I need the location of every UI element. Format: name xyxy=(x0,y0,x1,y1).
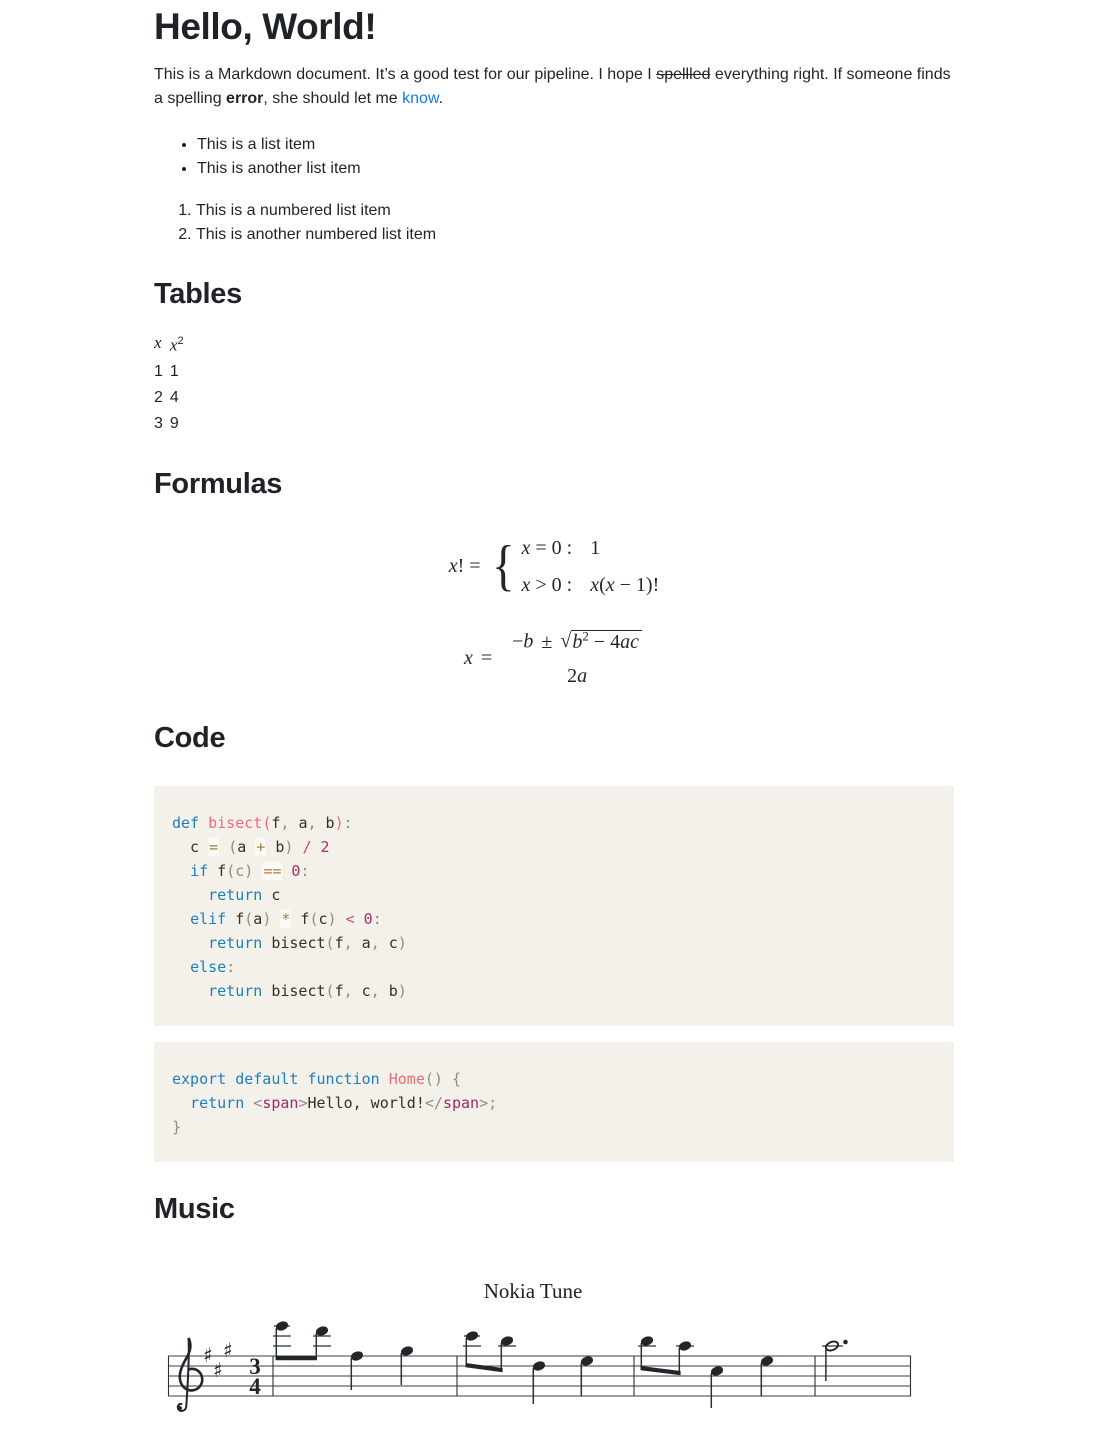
svg-text:4: 4 xyxy=(249,1374,261,1400)
table-row xyxy=(154,411,191,437)
quadratic-fraction xyxy=(510,626,644,691)
time-signature xyxy=(249,1354,261,1399)
formula-quadratic xyxy=(154,626,954,691)
intro-text-1: This is a Markdown document. It’s a good test for our pipeline. I hope I xyxy=(154,65,657,83)
list-item: 1. This is a numbered list item xyxy=(196,199,954,223)
list-item: 2. This is another numbered list item xyxy=(196,223,954,247)
code-block-python: def bisect(f, a, b): c = (a + b) / 2 if f(c) == 0: return c elif f(a) * f(c) < 0: return bisect(f, a, c) else: return bisect(f, c, b) xyxy=(154,786,954,1026)
intro-paragraph xyxy=(154,63,954,111)
page-title: Hello, World! xyxy=(154,6,377,47)
table-row xyxy=(154,359,191,385)
column-header-x: x xyxy=(154,333,162,353)
sharp-icon: ♯ xyxy=(223,1338,233,1363)
list-item: • This is a list item xyxy=(197,133,954,157)
augmentation-dot xyxy=(843,1340,848,1345)
table-cell: 2 xyxy=(154,389,163,407)
key-signature-sharps xyxy=(203,1338,233,1382)
table-cell: 9 xyxy=(169,415,179,433)
code-block-jsx: export default function Home() { return <span>Hello, world!</span>; } xyxy=(154,1042,954,1162)
fraction-numerator: $-b \pm √b^2 - 4ac$ xyxy=(510,626,644,658)
table-cell: 4 xyxy=(169,389,179,407)
svg-text:3: 3 xyxy=(249,1354,261,1380)
quadratic-lhs: x = xyxy=(463,647,493,670)
factorial-lhs: x! = xyxy=(448,555,481,578)
sharp-icon: ♯ xyxy=(213,1358,223,1383)
bold-word: error xyxy=(226,89,264,107)
column-header-x-squared: $x^2$ xyxy=(169,335,184,355)
measure-3-notes xyxy=(638,1335,774,1408)
intro-text-3: , she should let me xyxy=(263,89,403,107)
measure-2-notes xyxy=(463,1330,594,1404)
measure-1-notes xyxy=(273,1320,414,1390)
intro-text-2: everything right. If someone finds a spelling xyxy=(154,65,951,107)
table-cell: 1 xyxy=(169,363,179,381)
fraction-denominator: 2a xyxy=(567,664,588,687)
square-root: $√b^2 - 4ac$ xyxy=(560,631,642,653)
cases-brace: { xyxy=(491,535,515,598)
treble-clef-icon xyxy=(177,1338,202,1411)
section-heading-code: Code xyxy=(154,721,226,754)
factorial-cases xyxy=(521,533,659,600)
case-condition: x = 0 : xyxy=(521,536,573,559)
table-cell: 3 xyxy=(154,415,163,433)
case-value: x(x − 1)! xyxy=(590,573,660,596)
section-heading-music: Music xyxy=(154,1193,235,1226)
section-heading-formulas: Formulas xyxy=(154,468,283,501)
bullet-list xyxy=(154,133,954,181)
table-cell: 1 xyxy=(154,363,163,381)
table-header-row xyxy=(154,328,191,359)
list-item: • This is another list item xyxy=(197,157,954,181)
measure-4-notes xyxy=(822,1340,848,1381)
numbered-list xyxy=(154,199,954,247)
table-row xyxy=(154,385,191,411)
formula-factorial xyxy=(154,533,954,600)
squares-table xyxy=(154,328,191,437)
case-condition: x > 0 : xyxy=(521,573,573,596)
intro-text-4: . xyxy=(438,89,444,107)
markdown-document xyxy=(154,0,954,1423)
know-link[interactable]: know xyxy=(402,89,439,107)
sheet-music-title: Nokia Tune xyxy=(483,1278,583,1303)
case-value: 1 xyxy=(590,536,601,559)
sheet-music xyxy=(167,1311,912,1423)
section-heading-tables: Tables xyxy=(154,277,242,310)
strikethrough-word: spellled xyxy=(656,65,711,83)
sharp-icon: ♯ xyxy=(203,1343,213,1368)
